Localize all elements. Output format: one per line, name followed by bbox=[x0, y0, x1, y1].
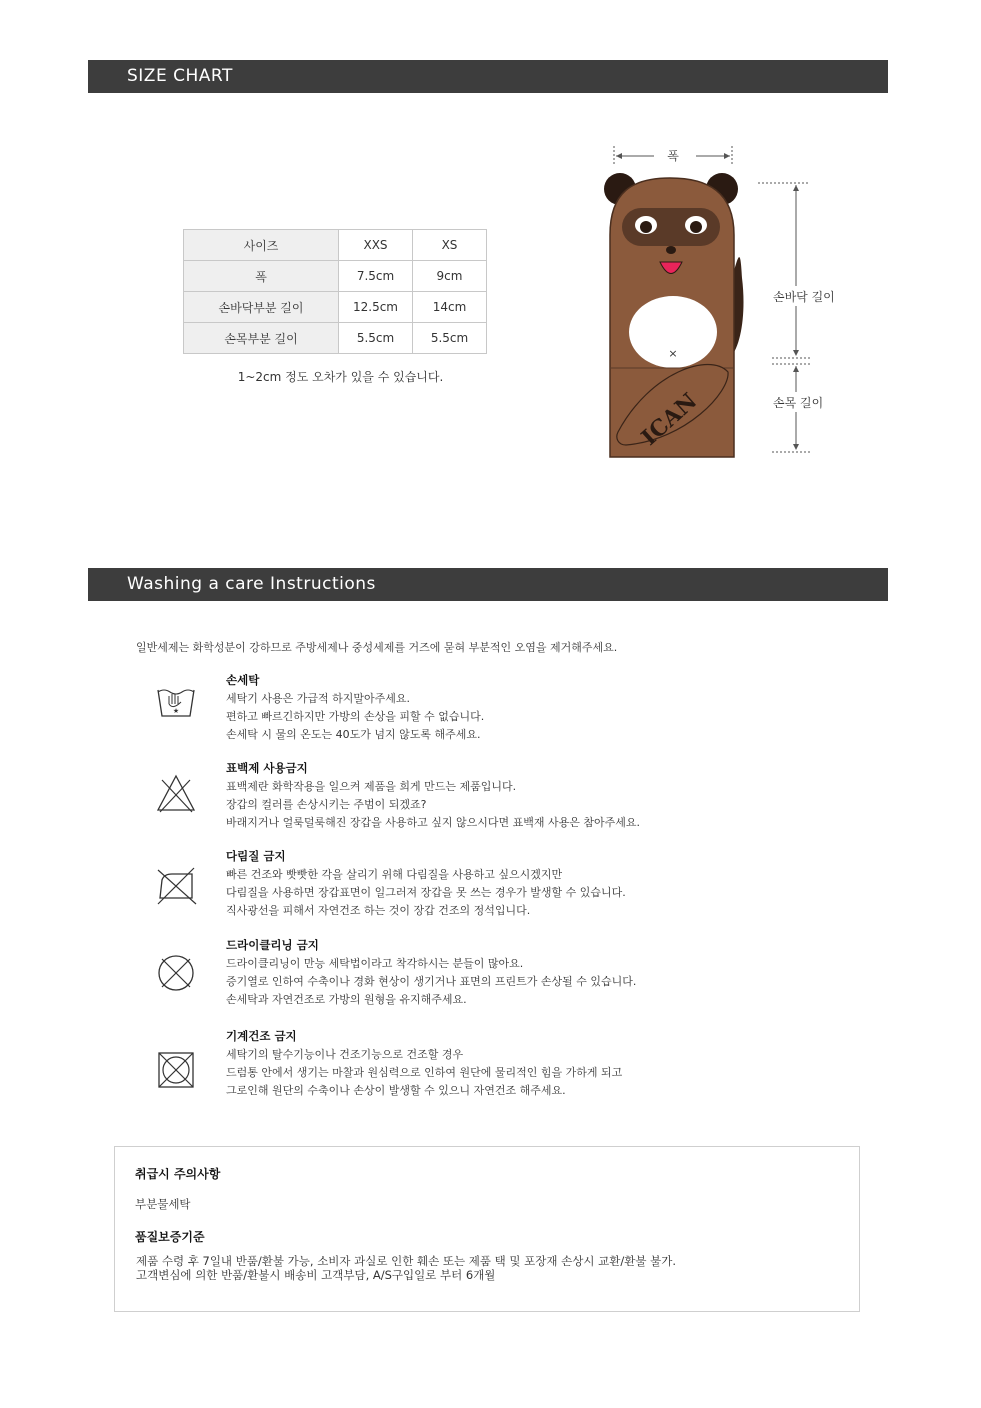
care-line: 손세탁 시 물의 온도는 40도가 넘지 않도록 해주세요. bbox=[226, 728, 481, 741]
warranty-lines bbox=[136, 1254, 676, 1282]
table-cell: 5.5cm bbox=[339, 323, 413, 354]
care-title: 표백제 사용금지 bbox=[226, 761, 308, 775]
table-cell: 7.5cm bbox=[339, 261, 413, 292]
mitten-size-diagram bbox=[590, 140, 860, 470]
table-cell: 9cm bbox=[413, 261, 487, 292]
no-bleach-icon bbox=[154, 772, 198, 816]
brand-logo: ICAN bbox=[636, 388, 703, 451]
table-cell: 손목부분 길이 bbox=[184, 323, 339, 354]
care-item-no-dry-clean bbox=[154, 937, 714, 1017]
care-line: 빠른 건조와 빳빳한 각을 살리기 위해 다림질을 사용하고 싶으시겠지만 bbox=[226, 868, 563, 881]
table-cell: 5.5cm bbox=[413, 323, 487, 354]
warranty-line: 제품 수령 후 7일내 반품/환불 가능, 소비자 과실로 인한 훼손 또는 제품 택 및 포장재 손상시 교환/환불 불가. bbox=[136, 1254, 676, 1268]
right-pupil bbox=[690, 221, 702, 233]
care-lines bbox=[226, 1046, 622, 1100]
tolerance-note: 1~2cm 정도 오차가 있을 수 있습니다. bbox=[237, 370, 444, 384]
care-line: 증기열로 인하여 수축이나 경화 현상이 생기거나 표면의 프린트가 손상될 수 있습니다. bbox=[226, 975, 637, 988]
no-tumble-dry-icon bbox=[154, 1048, 198, 1092]
handling-text: 부분물세탁 bbox=[135, 1197, 191, 1211]
care-line: 장갑의 컬러를 손상시키는 주범이 되겠죠? bbox=[226, 798, 427, 811]
care-intro: 일반세제는 화학성분이 강하므로 주방세제나 중성세제를 거즈에 묻혀 부분적인 오염을 제거해주세요. bbox=[136, 641, 618, 654]
care-title: 다림질 금지 bbox=[226, 849, 286, 863]
notice-box bbox=[114, 1146, 860, 1312]
table-row bbox=[184, 230, 487, 261]
care-line: 바래지거나 얼룩덜룩해진 장갑을 사용하고 싶지 않으시다면 표백재 사용은 참아주세요. bbox=[226, 816, 641, 829]
care-line: 드럼통 안에서 생기는 마찰과 원심력으로 인하여 원단에 물리적인 힘을 가하게 되고 bbox=[226, 1066, 623, 1079]
belly-x-mark: × bbox=[668, 347, 678, 360]
table-cell: 폭 bbox=[184, 261, 339, 292]
care-line: 표백제란 화학작용을 일으켜 제품을 희게 만드는 제품입니다. bbox=[226, 780, 517, 793]
warranty-title: 품질보증기준 bbox=[135, 1230, 205, 1244]
handling-title: 취급시 주의사항 bbox=[135, 1167, 221, 1181]
care-line: 세탁기 사용은 가급적 하지말아주세요. bbox=[226, 692, 411, 705]
care-line: 그로인해 원단의 수축이나 손상이 발생할 수 있으니 자연건조 해주세요. bbox=[226, 1084, 566, 1097]
care-lines bbox=[226, 955, 636, 1009]
care-line: 드라이클리닝이 만능 세탁법이라고 착각하시는 분들이 많아요. bbox=[226, 957, 524, 970]
table-cell: 12.5cm bbox=[339, 292, 413, 323]
width-measure bbox=[614, 146, 732, 166]
hand-wash-icon bbox=[154, 678, 198, 722]
wrist-length-label: 손목 길이 bbox=[773, 396, 824, 410]
care-line: 직사광선을 피해서 자연건조 하는 것이 장갑 건조의 정석입니다. bbox=[226, 904, 531, 917]
care-item-hand-wash bbox=[154, 672, 714, 752]
care-line: 손세탁과 자연건조로 가방의 원형을 유지해주세요. bbox=[226, 993, 467, 1006]
care-item-no-tumble-dry bbox=[154, 1028, 714, 1108]
table-cell: 14cm bbox=[413, 292, 487, 323]
care-line: 편하고 빠르긴하지만 가방의 손상을 피할 수 없습니다. bbox=[226, 710, 485, 723]
table-row bbox=[184, 323, 487, 354]
palm-length-measure bbox=[758, 183, 840, 358]
care-line: 세탁기의 탈수기능이나 건조기능으로 건조할 경우 bbox=[226, 1048, 464, 1061]
size-chart-header: SIZE CHART bbox=[88, 60, 888, 93]
table-header-cell: 사이즈 bbox=[184, 230, 339, 261]
svg-text:★: ★ bbox=[172, 707, 180, 715]
care-lines bbox=[226, 866, 626, 920]
care-lines bbox=[226, 778, 640, 832]
warranty-line: 고객변심에 의한 반품/환불시 배송비 고객부담, A/S구입일로 부터 6개월 bbox=[136, 1268, 496, 1282]
table-row bbox=[184, 292, 487, 323]
care-item-no-bleach bbox=[154, 760, 714, 840]
table-header-cell: XS bbox=[413, 230, 487, 261]
care-title: 드라이클리닝 금지 bbox=[226, 938, 319, 952]
size-table bbox=[183, 229, 487, 354]
no-dry-clean-icon bbox=[154, 951, 198, 995]
care-header: Washing a care Instructions bbox=[88, 568, 888, 601]
table-header-cell: XXS bbox=[339, 230, 413, 261]
care-title: 손세탁 bbox=[226, 673, 260, 687]
wrist-length-measure bbox=[770, 364, 830, 452]
care-line: 다림질을 사용하면 장갑표면이 일그러져 장갑을 못 쓰는 경우가 발생할 수 있습니다. bbox=[226, 886, 626, 899]
care-lines bbox=[226, 690, 484, 744]
palm-length-label: 손바닥 길이 bbox=[773, 290, 835, 304]
no-iron-icon bbox=[154, 862, 198, 906]
table-cell: 손바닥부분 길이 bbox=[184, 292, 339, 323]
care-title: 기계건조 금지 bbox=[226, 1029, 297, 1043]
width-label: 폭 bbox=[667, 149, 679, 163]
nose bbox=[666, 246, 676, 254]
left-pupil bbox=[640, 221, 652, 233]
care-item-no-iron bbox=[154, 848, 714, 928]
table-row bbox=[184, 261, 487, 292]
